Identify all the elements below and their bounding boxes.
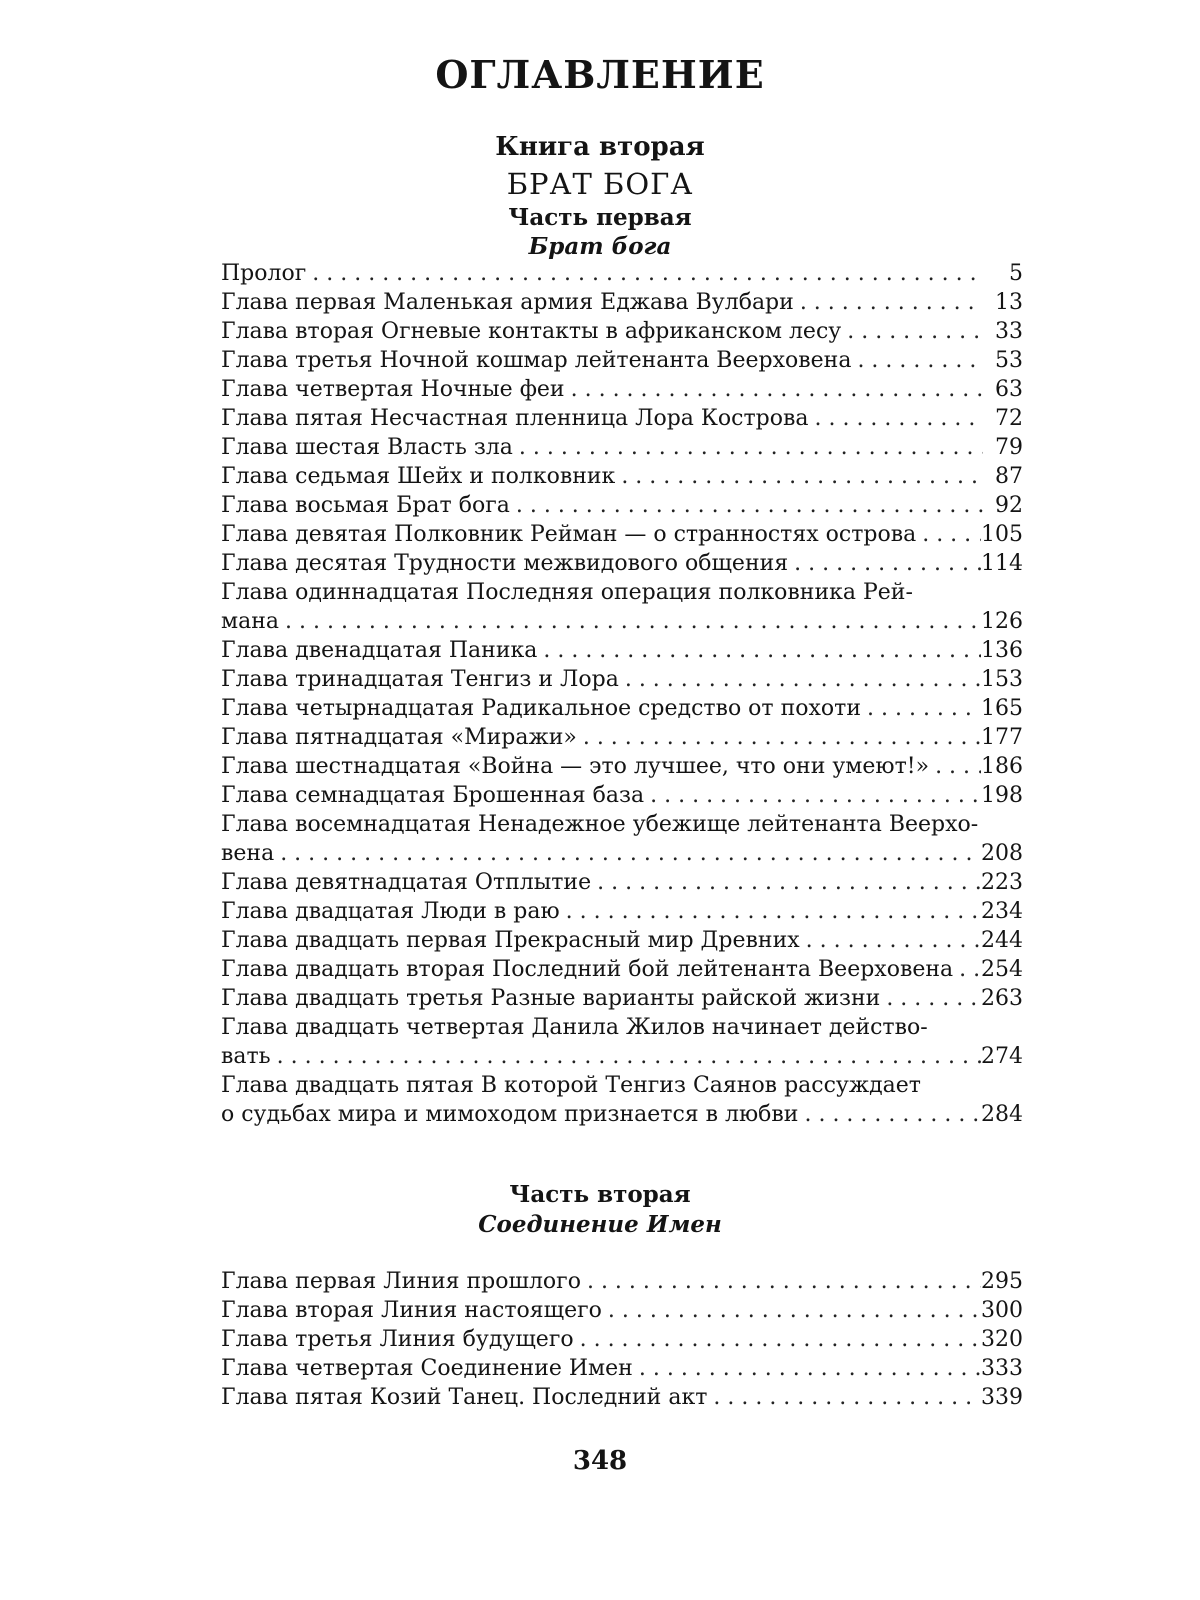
toc-entry-text: Глава четвертая Соединение Имен xyxy=(221,1356,633,1381)
toc-entry-page: 320 xyxy=(981,1327,1023,1352)
toc-entry-text: Глава двенадцатая Паника xyxy=(221,638,538,663)
dot-leader xyxy=(707,1383,981,1412)
toc-entry-text: Глава девятнадцатая Отплытие xyxy=(221,870,592,895)
dot-leader xyxy=(619,665,981,694)
toc-entry-text: Глава одиннадцатая Последняя операция полковника Рей- xyxy=(221,580,913,605)
toc-entry xyxy=(221,346,1023,375)
dot-leader xyxy=(591,868,981,897)
dot-leader xyxy=(861,694,981,723)
dot-leader xyxy=(510,491,983,520)
toc-entry-text: Глава двадцатая Люди в раю xyxy=(221,899,560,924)
toc-entry-text: Глава седьмая Шейх и полковник xyxy=(221,464,616,489)
toc-entry-text: Глава вторая Огневые контакты в африканском лесу xyxy=(221,319,842,344)
toc-entry-page: 72 xyxy=(995,406,1023,431)
page-number: 348 xyxy=(572,1446,628,1476)
part2-entries xyxy=(221,1267,1023,1412)
toc-entry-page: 208 xyxy=(981,841,1023,866)
dot-leader xyxy=(513,433,983,462)
toc-entry-text: Глава двадцать пятая В которой Тенгиз Саянов рассуждает xyxy=(221,1073,921,1098)
toc-entry xyxy=(221,984,1023,1013)
toc-entry-page: 126 xyxy=(981,609,1023,634)
toc-entry xyxy=(221,926,1023,955)
toc-entry-page: 5 xyxy=(1009,261,1023,286)
toc-entry-page: 333 xyxy=(981,1356,1023,1381)
dot-leader xyxy=(953,955,981,984)
dot-leader xyxy=(808,404,983,433)
dot-leader xyxy=(851,346,983,375)
toc-entry-text: вать xyxy=(221,1044,271,1069)
toc-entry-text: Глава десятая Трудности межвидового общения xyxy=(221,551,789,576)
toc-entry-page: 63 xyxy=(995,377,1023,402)
dot-leader xyxy=(581,1267,981,1296)
toc-entry-page: 13 xyxy=(995,290,1023,315)
toc-entry-page: 105 xyxy=(981,522,1023,547)
dot-leader xyxy=(633,1354,981,1383)
toc-entry-text: вена xyxy=(221,841,275,866)
dot-leader xyxy=(644,781,981,810)
dot-leader xyxy=(798,1100,981,1129)
book-title: БРАТ БОГА xyxy=(506,167,694,201)
toc-entry-text: Глава восемнадцатая Ненадежное убежище лейтенанта Веерхо- xyxy=(221,812,979,837)
toc-entry xyxy=(221,375,1023,404)
dot-leader xyxy=(565,375,983,404)
dot-leader xyxy=(788,549,981,578)
toc-entry-text: Глава третья Линия будущего xyxy=(221,1327,574,1352)
toc-entry-text: Глава первая Линия прошлого xyxy=(221,1269,581,1294)
toc-entry xyxy=(221,317,1023,346)
dot-leader xyxy=(306,259,983,288)
toc-entry xyxy=(221,462,1023,491)
toc-title: ОГЛАВЛЕНИЕ xyxy=(435,52,765,97)
toc-entry xyxy=(221,549,1023,578)
toc-entry-page: 53 xyxy=(995,348,1023,373)
toc-entry xyxy=(221,636,1023,665)
toc-entry-text: Глава первая Маленькая армия Еджава Вулбари xyxy=(221,290,794,315)
toc-entry-text: Глава тринадцатая Тенгиз и Лора xyxy=(221,667,619,692)
toc-entry-page: 165 xyxy=(981,696,1023,721)
toc-entry-page: 87 xyxy=(995,464,1023,489)
toc-entry-text: Глава семнадцатая Брошенная база xyxy=(221,783,645,808)
part1-title: Брат бога xyxy=(528,233,672,260)
toc-entry-text: Глава двадцать третья Разные варианты райской жизни xyxy=(221,986,881,1011)
toc-entry-text: Глава двадцать четвертая Данила Жилов начинает действо- xyxy=(221,1015,928,1040)
toc-entry-page: 263 xyxy=(981,986,1023,1011)
toc-entry xyxy=(221,288,1023,317)
toc-entry-page: 339 xyxy=(981,1385,1023,1410)
toc-entry-text: мана xyxy=(221,609,280,634)
toc-entry-text: Глава вторая Линия настоящего xyxy=(221,1298,602,1323)
part1-entries xyxy=(221,259,1023,1129)
dot-leader xyxy=(279,607,981,636)
dot-leader xyxy=(880,984,981,1013)
dot-leader xyxy=(615,462,983,491)
part2-label: Часть вторая xyxy=(509,1181,691,1208)
toc-entry-text: Глава двадцать вторая Последний бой лейтенанта Веерховена xyxy=(221,957,954,982)
toc-entry-page: 300 xyxy=(981,1298,1023,1323)
toc-entry-text: Глава двадцать первая Прекрасный мир Древних xyxy=(221,928,800,953)
dot-leader xyxy=(916,520,981,549)
dot-leader xyxy=(560,897,981,926)
book-label: Книга вторая xyxy=(495,132,705,162)
toc-entry-text: Глава пятая Несчастная пленница Лора Кострова xyxy=(221,406,809,431)
toc-entry xyxy=(221,752,1023,781)
toc-entry-page: 114 xyxy=(981,551,1023,576)
toc-entry-text: Пролог xyxy=(221,261,307,286)
toc-entry-page: 33 xyxy=(995,319,1023,344)
dot-leader xyxy=(274,839,981,868)
dot-leader xyxy=(537,636,981,665)
toc-entry-page: 136 xyxy=(981,638,1023,663)
toc-entry-page: 254 xyxy=(981,957,1023,982)
dot-leader xyxy=(794,288,983,317)
dot-leader xyxy=(929,752,981,781)
toc-entry-text: Глава третья Ночной кошмар лейтенанта Веерховена xyxy=(221,348,852,373)
toc-entry xyxy=(221,1325,1023,1354)
toc-entry-page: 234 xyxy=(981,899,1023,924)
toc-entry xyxy=(221,1267,1023,1296)
part1-label: Часть первая xyxy=(508,204,692,231)
toc-entry-page: 244 xyxy=(981,928,1023,953)
part2-title: Соединение Имен xyxy=(478,1211,722,1238)
toc-entry-page: 153 xyxy=(981,667,1023,692)
toc-entry xyxy=(221,665,1023,694)
toc-entry xyxy=(221,810,1023,868)
toc-entry xyxy=(221,520,1023,549)
toc-entry xyxy=(221,578,1023,636)
dot-leader xyxy=(271,1042,981,1071)
toc-entry xyxy=(221,433,1023,462)
toc-entry xyxy=(221,723,1023,752)
toc-entry xyxy=(221,1013,1023,1071)
toc-entry-page: 92 xyxy=(995,493,1023,518)
toc-entry xyxy=(221,868,1023,897)
toc-entry-page: 186 xyxy=(981,754,1023,779)
toc-entry xyxy=(221,694,1023,723)
toc-entry-page: 177 xyxy=(981,725,1023,750)
toc-entry-text: Глава шестнадцатая «Война — это лучшее, что они умеют!» xyxy=(221,754,930,779)
toc-entry-page: 284 xyxy=(981,1102,1023,1127)
toc-entry xyxy=(221,1071,1023,1129)
toc-entry-text: о судьбах мира и мимоходом признается в любви xyxy=(221,1102,799,1127)
toc-entry-page: 79 xyxy=(995,435,1023,460)
toc-entry-page: 198 xyxy=(981,783,1023,808)
toc-entry-text: Глава четырнадцатая Радикальное средство от похоти xyxy=(221,696,861,721)
dot-leader xyxy=(574,1325,981,1354)
dot-leader xyxy=(602,1296,981,1325)
toc-entry-page: 274 xyxy=(981,1044,1023,1069)
toc-entry xyxy=(221,404,1023,433)
toc-entry xyxy=(221,1383,1023,1412)
toc-entry xyxy=(221,1296,1023,1325)
toc-entry-text: Глава четвертая Ночные феи xyxy=(221,377,565,402)
toc-entry-text: Глава пятая Козий Танец. Последний акт xyxy=(221,1385,708,1410)
dot-leader xyxy=(577,723,981,752)
toc-entry-text: Глава девятая Полковник Рейман — о странностях острова xyxy=(221,522,917,547)
toc-entry xyxy=(221,955,1023,984)
toc-entry xyxy=(221,491,1023,520)
toc-entry-page: 295 xyxy=(981,1269,1023,1294)
dot-leader xyxy=(800,926,981,955)
toc-entry xyxy=(221,781,1023,810)
dot-leader xyxy=(841,317,983,346)
toc-entry xyxy=(221,897,1023,926)
toc-entry-page: 223 xyxy=(981,870,1023,895)
toc-entry xyxy=(221,1354,1023,1383)
toc-entry-text: Глава восьмая Брат бога xyxy=(221,493,510,518)
toc-entry-text: Глава пятнадцатая «Миражи» xyxy=(221,725,577,750)
toc-entry-text: Глава шестая Власть зла xyxy=(221,435,513,460)
toc-entry xyxy=(221,259,1023,288)
